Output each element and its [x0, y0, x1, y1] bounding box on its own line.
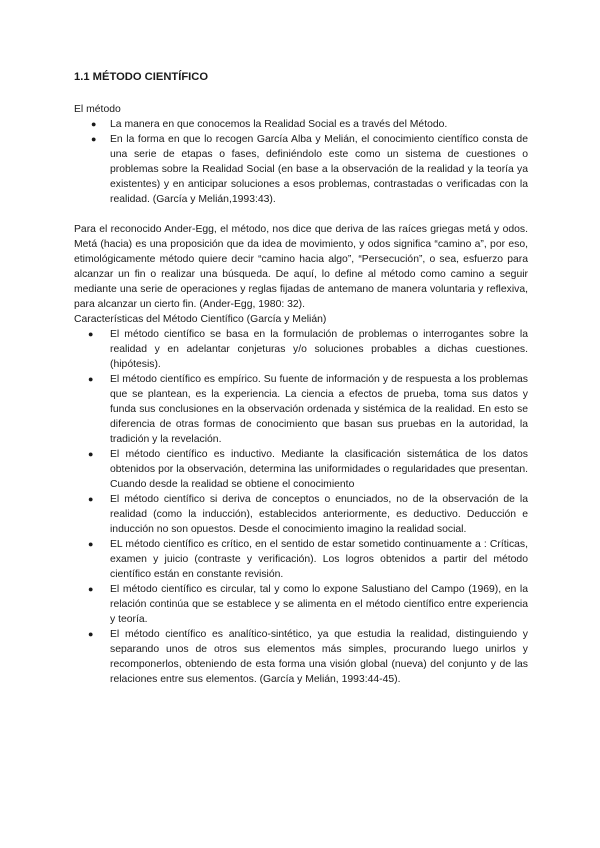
list-item — [88, 327, 528, 372]
bullet-icon: ● — [88, 629, 94, 639]
section-heading: 1.1 MÉTODO CIENTÍFICO — [74, 71, 209, 83]
list-item — [88, 537, 528, 582]
method-label: El método — [74, 104, 121, 115]
list-item — [88, 372, 528, 447]
list-item-text: El método científico es empírico. Su fuente de información y de respuesta a los problemas que se plantean, es la experiencia. La ciencia a efectos de prueba, toma sus datos y funda sus conclusiones en la observación ordenada y sistémica de la realidad. En esto se diferencia de otras formas de conocimiento que basan sus pruebas en la autoridad, la tradición y la revelación. — [110, 374, 528, 445]
bullet-icon: ● — [88, 539, 94, 549]
list-item — [91, 117, 528, 132]
characteristics-bullet-list — [74, 327, 528, 687]
list-item-text: El método científico es inductivo. Mediante la clasificación sistemática de los datos obtenidos por la observación, determina las uniformidades o regularidades que presentan. Cuando desde la realidad se obtiene el conocimiento — [110, 449, 528, 490]
bullet-icon: ● — [88, 494, 94, 504]
list-item-text: La manera en que conocemos la Realidad Social es a través del Método. — [110, 119, 448, 130]
list-item-text: EL método científico es crítico, en el sentido de estar sometido continuamente a : Críticas, examen y juicio (contraste y verificación). Los logros obtenidos a partir del método científico están en constante revisión. — [110, 539, 528, 580]
document-content — [74, 70, 528, 687]
list-item — [88, 582, 528, 627]
bullet-icon: ● — [88, 584, 94, 594]
method-bullet-list — [74, 117, 528, 207]
list-item — [88, 447, 528, 492]
method-section — [74, 102, 528, 207]
characteristics-label: Características del Método Científico (García y Melián) — [74, 314, 327, 325]
list-item-text: El método científico es circular, tal y como lo expone Salustiano del Campo (1969), en la relación continúa que se establece y se alimenta en el método científico entre experiencia y teoría. — [110, 584, 528, 625]
list-item — [88, 492, 528, 537]
characteristics-section — [74, 312, 528, 687]
bullet-icon: ● — [91, 134, 97, 144]
list-item-text: El método científico si deriva de conceptos o enunciados, no de la observación de la realidad (como la inducción), establecidos anteriormente, es deductivo. Deducción e inducción no son opuestos. Desde el conocimiento imagino la realidad social. — [110, 494, 528, 535]
bullet-icon: ● — [88, 449, 94, 459]
bullet-icon: ● — [91, 119, 97, 129]
list-item — [88, 627, 528, 687]
list-item-text: En la forma en que lo recogen García Alba y Melián, el conocimiento científico consta de una serie de etapas o fases, definiéndolo este como un sistema de cuestiones o problemas sobre la Realidad Social (en base a la observación de la realidad y la teoría ya existentes) y en anticipar soluciones a esos problemas, contrastadas o verificadas con la realidad. (García y Melián,1993:43). — [110, 134, 528, 205]
bullet-icon: ● — [88, 374, 94, 384]
list-item — [91, 132, 528, 207]
ander-egg-paragraph: Para el reconocido Ander-Egg, el método, nos dice que deriva de las raíces griegas metá y odos. Metá (hacia) es una proposición que da idea de movimiento, y odos significa “camino a”, por eso, etimológicamente método quiere decir “camino hacia algo”, “Persecución”, o sea, esfuerzo para alcanzar un fin o realizar una búsqueda. De aquí, lo define al método como camino a seguir mediante una serie de operaciones y reglas fijadas de antemano de manera voluntaria y reflexiva, para alcanzar un cierto fin. (Ander-Egg, 1980: 32). — [74, 224, 528, 310]
list-item-text: El método científico se basa en la formulación de problemas o interrogantes sobre la realidad y en adelantar conjeturas y/o soluciones probables a dichas cuestiones. (hipótesis). — [110, 329, 528, 370]
list-item-text: El método científico es analítico-sintético, ya que estudia la realidad, distinguiendo y separando unos de otros sus elementos más simples, procurando luego unirlos y recomponerlos, obteniendo de esta forma una visión global (nueva) del conjunto y de las relaciones entre sus elementos. (García y Melián, 1993:44-45). — [110, 629, 528, 685]
bullet-icon: ● — [88, 329, 94, 339]
